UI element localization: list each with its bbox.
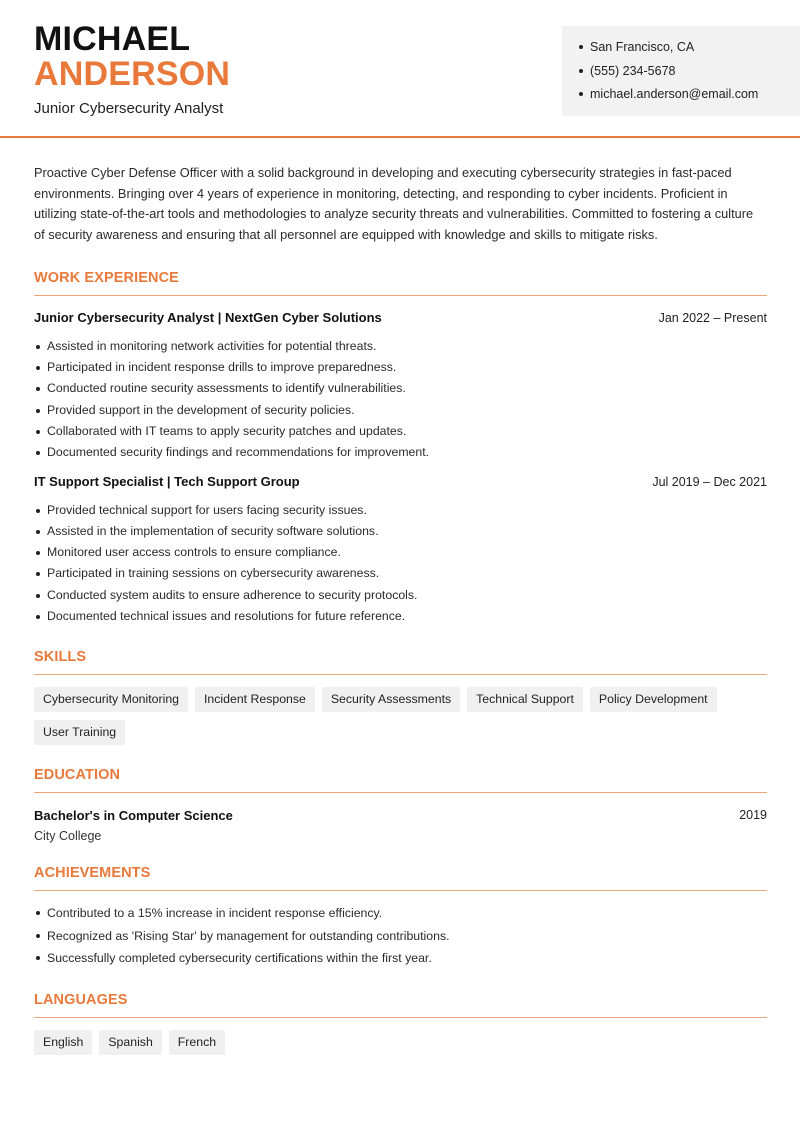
job-entry <box>34 474 767 628</box>
section-title-skills: SKILLS <box>34 649 767 675</box>
skill-chip: Incident Response <box>195 687 315 712</box>
job-bullet: Provided support in the development of security policies. <box>34 400 767 421</box>
job-bullet: Participated in training sessions on cybersecurity awareness. <box>34 563 767 584</box>
achievement-list <box>34 902 767 970</box>
job-bullets <box>34 336 767 464</box>
language-chip: Spanish <box>99 1030 161 1055</box>
job-bullet: Conducted routine security assessments to identify vulnerabilities. <box>34 378 767 399</box>
job-bullet: Assisted in the implementation of security software solutions. <box>34 521 767 542</box>
professional-summary: Proactive Cyber Defense Officer with a solid background in developing and executing cybersecurity strategies in fast-paced environments. Bringing over 4 years of experience in monitoring, detecting, and responding to cyber incidents. Proficient in utilizing state-of-the-art tools and methodologies to analyze security threats and vulnerabilities. Committed to fostering a culture of security awareness and ensuring that all personnel are equipped with knowledge and skills to mitigate risks. <box>34 165 754 243</box>
contact-phone: (555) 234-5678 <box>579 63 758 87</box>
section-title-achievements: ACHIEVEMENTS <box>34 865 767 891</box>
skill-chip: Security Assessments <box>322 687 460 712</box>
last-name: ANDERSON <box>34 55 231 93</box>
job-bullet: Assisted in monitoring network activities for potential threats. <box>34 336 767 357</box>
achievement-item: Recognized as 'Rising Star' by management for outstanding contributions. <box>34 925 767 948</box>
job-bullet: Monitored user access controls to ensure compliance. <box>34 542 767 563</box>
work-experience-section <box>34 270 767 628</box>
contact-location: San Francisco, CA <box>579 39 758 63</box>
education-section <box>34 767 767 843</box>
contact-list <box>579 39 758 110</box>
language-chip: English <box>34 1030 92 1055</box>
job-header <box>34 474 767 496</box>
job-title: Junior Cybersecurity Analyst <box>34 100 224 117</box>
job-header <box>34 310 767 332</box>
candidate-name <box>34 22 230 92</box>
resume-header <box>0 0 800 138</box>
contact-email: michael.anderson@email.com <box>579 86 758 110</box>
resume-body <box>34 163 767 1055</box>
contact-box <box>562 26 800 116</box>
section-title-education: EDUCATION <box>34 767 767 793</box>
language-chip: French <box>169 1030 225 1055</box>
section-title-work: WORK EXPERIENCE <box>34 270 767 296</box>
skill-chip: Policy Development <box>590 687 717 712</box>
job-bullet: Participated in incident response drills to improve preparedness. <box>34 357 767 378</box>
skill-chip: User Training <box>34 720 125 745</box>
skills-chips <box>34 687 767 745</box>
education-degree: Bachelor's in Computer Science <box>34 808 233 824</box>
education-header <box>34 808 767 823</box>
job-entry <box>34 310 767 464</box>
education-year: 2019 <box>739 808 767 823</box>
languages-section <box>34 992 767 1055</box>
job-bullet: Conducted system audits to ensure adherence to security protocols. <box>34 585 767 606</box>
skills-section <box>34 649 767 745</box>
job-bullet: Provided technical support for users facing security issues. <box>34 500 767 521</box>
language-chips <box>34 1030 767 1055</box>
job-bullet: Documented technical issues and resolutions for future reference. <box>34 606 767 627</box>
job-dates: Jan 2022 – Present <box>658 310 767 325</box>
achievements-section <box>34 865 767 970</box>
education-school: City College <box>34 829 102 844</box>
job-role: IT Support Specialist | Tech Support Group <box>34 473 300 489</box>
section-title-languages: LANGUAGES <box>34 992 767 1018</box>
job-bullet: Collaborated with IT teams to apply security patches and updates. <box>34 421 767 442</box>
job-dates: Jul 2019 – Dec 2021 <box>652 474 767 489</box>
job-bullets <box>34 500 767 628</box>
achievement-item: Successfully completed cybersecurity certifications within the first year. <box>34 947 767 970</box>
achievement-item: Contributed to a 15% increase in incident response efficiency. <box>34 902 767 925</box>
job-role: Junior Cybersecurity Analyst | NextGen Cyber Solutions <box>34 309 382 325</box>
skill-chip: Cybersecurity Monitoring <box>34 687 188 712</box>
skill-chip: Technical Support <box>467 687 583 712</box>
first-name: MICHAEL <box>34 20 191 58</box>
job-bullet: Documented security findings and recommendations for improvement. <box>34 442 767 463</box>
